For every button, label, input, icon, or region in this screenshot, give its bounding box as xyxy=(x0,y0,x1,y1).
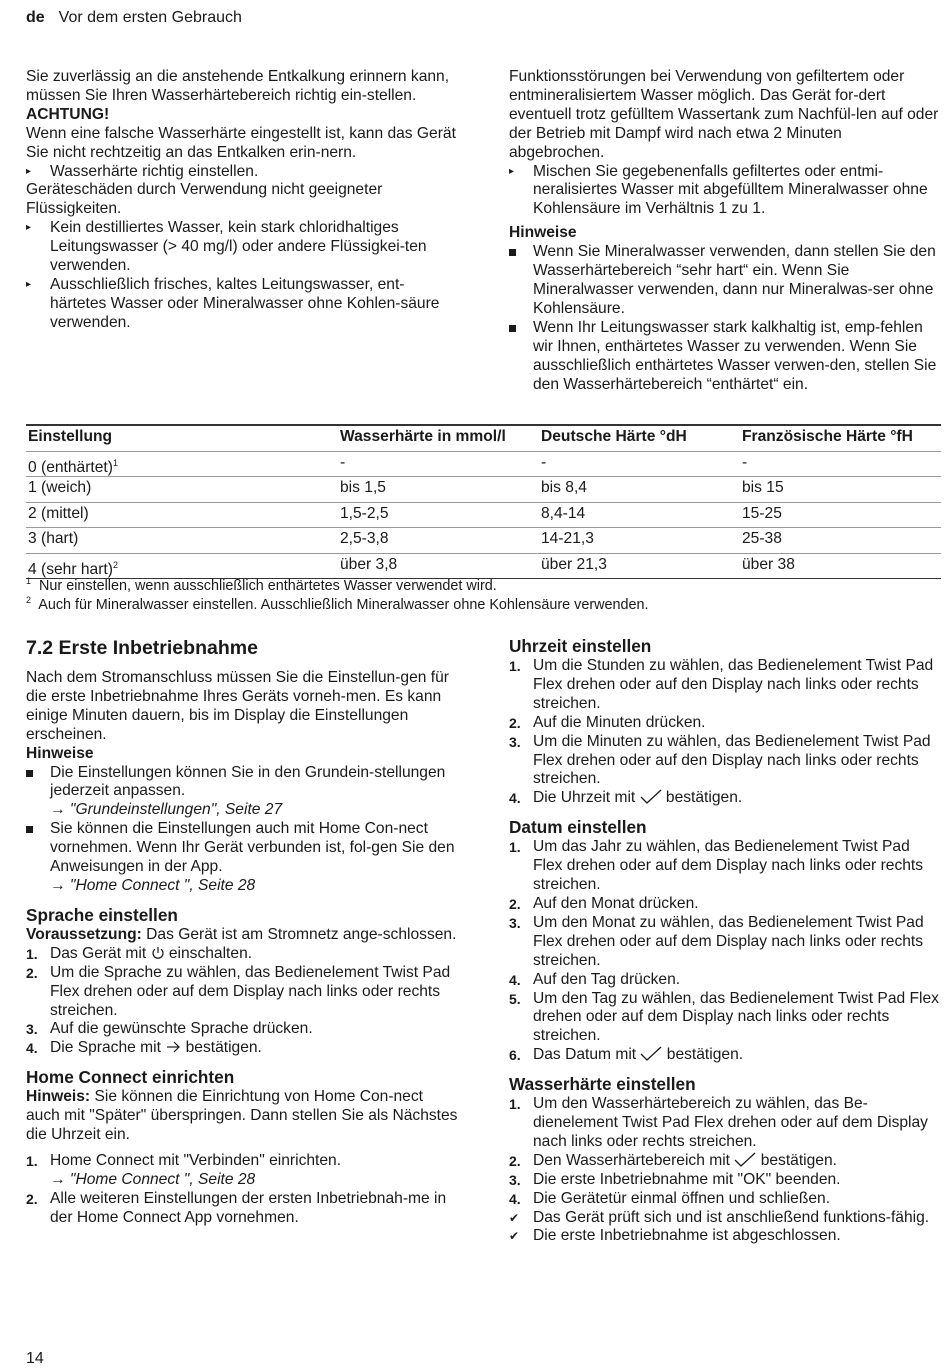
checkmark-icon xyxy=(734,1152,756,1167)
warning-text: Wenn eine falsche Wasserhärte eingestellt ist, kann das Gerät Sie nicht rechtzeitig an das Entkalken erin-nern. xyxy=(26,124,456,161)
page-number: 14 xyxy=(26,1350,44,1367)
triangle-bullet-icon: ▸ xyxy=(26,165,32,177)
square-bullet-icon xyxy=(26,770,33,777)
list-item: 4. Die Gerätetür einmal öffnen und schließen. xyxy=(509,1189,831,1207)
water-hardness-table xyxy=(26,424,941,579)
list-item: Die Einstellungen können Sie in den Grundein-stellungen jederzeit anpassen. → "Grundeinstellungen", Seite 27 xyxy=(26,764,458,821)
list-item: 1. Home Connect mit "Verbinden" einrichten. → "Home Connect ", Seite 28 xyxy=(26,1151,342,1188)
top-right-column xyxy=(509,68,941,394)
square-bullet-icon xyxy=(509,249,516,256)
malfunction-text: Funktionsstörungen bei Verwendung von gefiltertem oder entmineralisiertem Wasser möglich. Das Gerät for-dert eventuell trotz gefülltem Wassertank zum Nachfül-len auf oder der Betrieb mit Dampf wird nach etwa 2 Minuten abgebrochen. xyxy=(509,68,939,161)
table-footnote-2: $^2$ Auch für Mineralwasser einstellen. Ausschließlich Mineralwasser ohne Kohlensäure verwenden. xyxy=(26,595,649,613)
table-row: 2 (mittel) 1,5-2,5 8,4-14 15-25 xyxy=(26,502,941,528)
list-item: ▸ Mischen Sie gegebenenfalls gefiltertes oder entmi-neralisiertes Wasser mit abgefülltem Mineralwasser ohne Kohlensäure im Verhältnis 1 zu 1. xyxy=(509,162,928,218)
date-title: Datum einstellen xyxy=(509,817,647,838)
bottom-left-column: 7.2 Erste Inbetriebnahme Nach dem Stromanschluss müssen Sie die Einstellun-gen für die erste Inbetriebnahme Ihres Geräts vorneh-men. Es kann einige Minuten dauern, bis im Display die Einstellungen erscheinen. Hinweise Die Einstellungen können Sie in den Grundein-stellungen jederzeit anpassen. → "Grundeinstellungen", Seite 27 Sie können die Einstellungen auch mit Home Con-nect vornehmen. Wenn Ihr Gerät verbunden ist, fol-gen Sie den Anweisungen in der App. → "Home Connect ", Seite 28 Sprache einstellen Voraussetzung: Das Gerät ist am Stromnetz ange-schlossen. 1. Das Gerät mit einschalten. 2. Um die Sprache zu wählen, das Bedienelement Twist Pad Flex drehen oder auf dem Display nach links oder rechts streichen. 3. Auf die gewünschte Sprache drücken. 4. Die Sprache mit bestätigen. Home Connect einrichten Hinweis: Sie können die Einrichtung von Home Con-nect auch mit "Später" überspringen. Dann stellen Sie als Nächstes die Uhrzeit ein. 1. Home Connect mit "Verbinden" einrichten. → "Home Connect ", Seite 28 2. Alle weiteren Einstellungen der ersten Inbetriebnah-me in der Home Connect App vornehmen. xyxy=(26,637,458,1226)
list-item: 1. Um die Stunden zu wählen, das Bedienelement Twist Pad Flex drehen oder auf den Display nach links oder rechts streichen. xyxy=(509,657,934,712)
power-icon xyxy=(151,946,165,960)
list-item: ▸ Kein destilliertes Wasser, kein stark chloridhaltiges Leitungswasser (> 40 mg/l) oder andere Flüssigkei-ten verwenden. xyxy=(26,219,427,275)
list-item: ✔ Das Gerät prüft sich und ist anschließend funktions-fähig. xyxy=(509,1208,930,1226)
notes-title: Hinweise xyxy=(26,744,94,762)
table-row: 0 (enthärtet)$^1$ - - - xyxy=(26,451,941,477)
warning-title: ACHTUNG! xyxy=(26,105,110,123)
list-item: 4. Die Uhrzeit mit bestätigen. xyxy=(509,789,743,807)
checkmark-icon xyxy=(640,789,662,804)
list-item: 3. Um die Minuten zu wählen, das Bedienelement Twist Pad Flex drehen oder auf den Display nach links oder rechts streichen. xyxy=(509,732,931,788)
square-bullet-icon xyxy=(26,826,33,833)
requirement-label: Voraussetzung: xyxy=(26,925,142,943)
list-item: 3. Die erste Inbetriebnahme mit "OK" beenden. xyxy=(509,1170,841,1188)
cross-reference-link[interactable]: → "Home Connect ", Seite 28 xyxy=(50,876,256,894)
homeconnect-title: Home Connect einrichten xyxy=(26,1067,235,1088)
bottom-right-column xyxy=(509,636,941,1246)
list-item: 3. Um den Monat zu wählen, das Bedienelement Twist Pad Flex drehen oder auf dem Display nach links oder rechts streichen. xyxy=(509,913,924,969)
intro-paragraph: Sie zuverlässig an die anstehende Entkalkung erinnern kann, müssen Sie Ihren Wasserhärtebereich richtig ein-stellen. xyxy=(26,68,450,104)
checkmark-icon xyxy=(640,1046,662,1061)
list-item: 2. Auf die Minuten drücken. xyxy=(509,713,706,731)
list-item: 6. Das Datum mit bestätigen. xyxy=(509,1046,744,1064)
list-item: 4. Auf den Tag drücken. xyxy=(509,970,681,988)
list-item: Wenn Sie Mineralwasser verwenden, dann stellen Sie den Wasserhärtebereich “sehr hart“ ein. Wenn Sie Mineralwasser verwenden, dann nur Mineralwas-ser ohne Kohlensäure. xyxy=(509,243,941,319)
list-item: 1. Um das Jahr zu wählen, das Bedienelement Twist Pad Flex drehen oder auf dem Display nach links oder rechts streichen. xyxy=(509,838,924,894)
triangle-bullet-icon: ▸ xyxy=(26,278,32,290)
list-item: 1. Das Gerät mit einschalten. xyxy=(26,944,253,962)
list-item: 3. Auf die gewünschte Sprache drücken. xyxy=(26,1020,313,1038)
list-item: 4. Die Sprache mit bestätigen. xyxy=(26,1039,262,1057)
damage-text: Geräteschäden durch Verwendung nicht geeigneter Flüssigkeiten. xyxy=(26,181,383,218)
table-header-row: Einstellung Wasserhärte in mmol/l Deutsche Härte °dH Französische Härte °fH xyxy=(26,424,941,451)
list-item: ✔ Die erste Inbetriebnahme ist abgeschlossen. xyxy=(509,1227,841,1245)
page-header xyxy=(26,9,242,28)
language-title: Sprache einstellen xyxy=(26,904,178,925)
list-item: 1. Um den Wasserhärtebereich zu wählen, das Be-dienelement Twist Pad Flex drehen oder auf dem Display nach links oder rechts streichen. xyxy=(509,1095,928,1150)
language-code: de xyxy=(26,9,45,26)
table-row: 4 (sehr hart)$^2$ über 3,8 über 21,3 über 38 xyxy=(26,553,941,580)
hint-label: Hinweis: xyxy=(26,1088,91,1106)
list-item: ▸ Ausschließlich frisches, kaltes Leitungswasser, ent-härtetes Wasser oder Mineralwasser ohne Kohlen-säure verwenden. xyxy=(26,275,440,331)
table-footnote-1: $^1$ Nur einstellen, wenn ausschließlich enthärtetes Wasser verwendet wird. xyxy=(26,576,497,594)
list-item: ▸ Wasserhärte richtig einstellen. xyxy=(26,162,259,180)
check-result-icon: ✔ xyxy=(509,1229,520,1244)
section-intro: Nach dem Stromanschluss müssen Sie die Einstellun-gen für die erste Inbetriebnahme Ihres Geräts vorneh-men. Es kann einige Minuten dauern, bis im Display die Einstellungen erscheinen. xyxy=(26,669,449,743)
square-bullet-icon xyxy=(509,325,516,332)
hardness-title: Wasserhärte einstellen xyxy=(509,1074,696,1095)
header-title: Vor dem ersten Gebrauch xyxy=(58,9,242,26)
notes-title: Hinweise xyxy=(509,224,577,242)
list-item: 2. Alle weiteren Einstellungen der ersten Inbetriebnah-me in der Home Connect App vornehmen. xyxy=(26,1189,447,1226)
triangle-bullet-icon: ▸ xyxy=(26,222,32,234)
list-item: Wenn Ihr Leitungswasser stark kalkhaltig ist, emp-fehlen wir Ihnen, enthärtetes Wasser zu verwenden. Wenn Sie ausschließlich enthärtetes Wasser verwen-den, stellen Sie den Wasserhärtebereich “enthärtet“ ein. xyxy=(509,319,941,395)
section-title: 7.2 Erste Inbetriebnahme xyxy=(26,637,258,659)
list-item: 2. Den Wasserhärtebereich mit bestätigen. xyxy=(509,1151,837,1169)
check-result-icon: ✔ xyxy=(509,1210,520,1225)
arrow-right-icon xyxy=(165,1040,181,1054)
triangle-bullet-icon: ▸ xyxy=(509,165,515,177)
cross-reference-link[interactable]: → "Grundeinstellungen", Seite 27 xyxy=(50,801,283,819)
list-item: Sie können die Einstellungen auch mit Home Con-nect vornehmen. Wenn Ihr Gerät verbunden ist, fol-gen Sie den Anweisungen in der App. → "Home Connect ", Seite 28 xyxy=(26,820,458,896)
list-item: 2. Auf den Monat drücken. xyxy=(509,894,699,912)
list-item: 2. Um die Sprache zu wählen, das Bedienelement Twist Pad Flex drehen oder auf dem Display nach links oder rechts streichen. xyxy=(26,963,451,1019)
cross-reference-link[interactable]: → "Home Connect ", Seite 28 xyxy=(50,1170,256,1188)
table-row: 1 (weich) bis 1,5 bis 8,4 bis 15 xyxy=(26,476,941,502)
top-left-column xyxy=(26,68,458,333)
time-title: Uhrzeit einstellen xyxy=(509,636,652,656)
table-row: 3 (hart) 2,5-3,8 14-21,3 25-38 xyxy=(26,527,941,553)
list-item: 5. Um den Tag zu wählen, das Bedienelement Twist Pad Flex drehen oder auf dem Display nach links oder rechts streichen. xyxy=(509,989,939,1045)
